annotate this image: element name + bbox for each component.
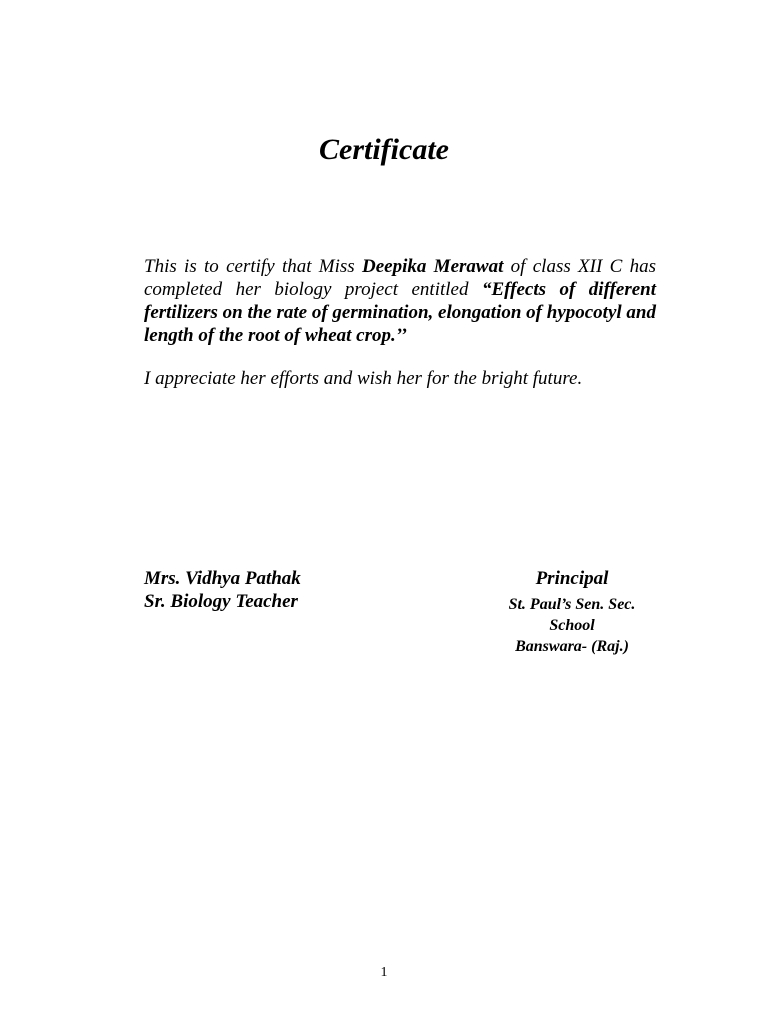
student-name: Deepika Merawat	[362, 256, 504, 277]
page-number: 1	[380, 965, 388, 980]
certificate-title: Certificate	[319, 133, 449, 166]
statement-intro: This is to certify that Miss	[144, 256, 363, 277]
project-title: “Effects of different fertilizers on the rate of germination, elongation of hypocotyl and length of the root of wheat crop.’’	[144, 279, 657, 346]
school-name-line1: St. Paul’s Sen. Sec.	[508, 596, 636, 613]
school-name-line2: School	[549, 617, 595, 634]
teacher-designation: Sr. Biology Teacher	[144, 591, 298, 612]
appreciation-text: I appreciate her efforts and wish her for the bright future.	[144, 368, 583, 389]
principal-role: Principal	[535, 568, 609, 589]
statement-class: of class XII C has completed her biology project entitled	[144, 256, 656, 300]
principal-signature-block	[474, 567, 670, 657]
teacher-signature-block	[144, 567, 301, 613]
certificate-statement	[144, 255, 656, 347]
teacher-name: Mrs. Vidhya Pathak	[144, 568, 301, 589]
school-location: Banswara- (Raj.)	[515, 638, 629, 655]
